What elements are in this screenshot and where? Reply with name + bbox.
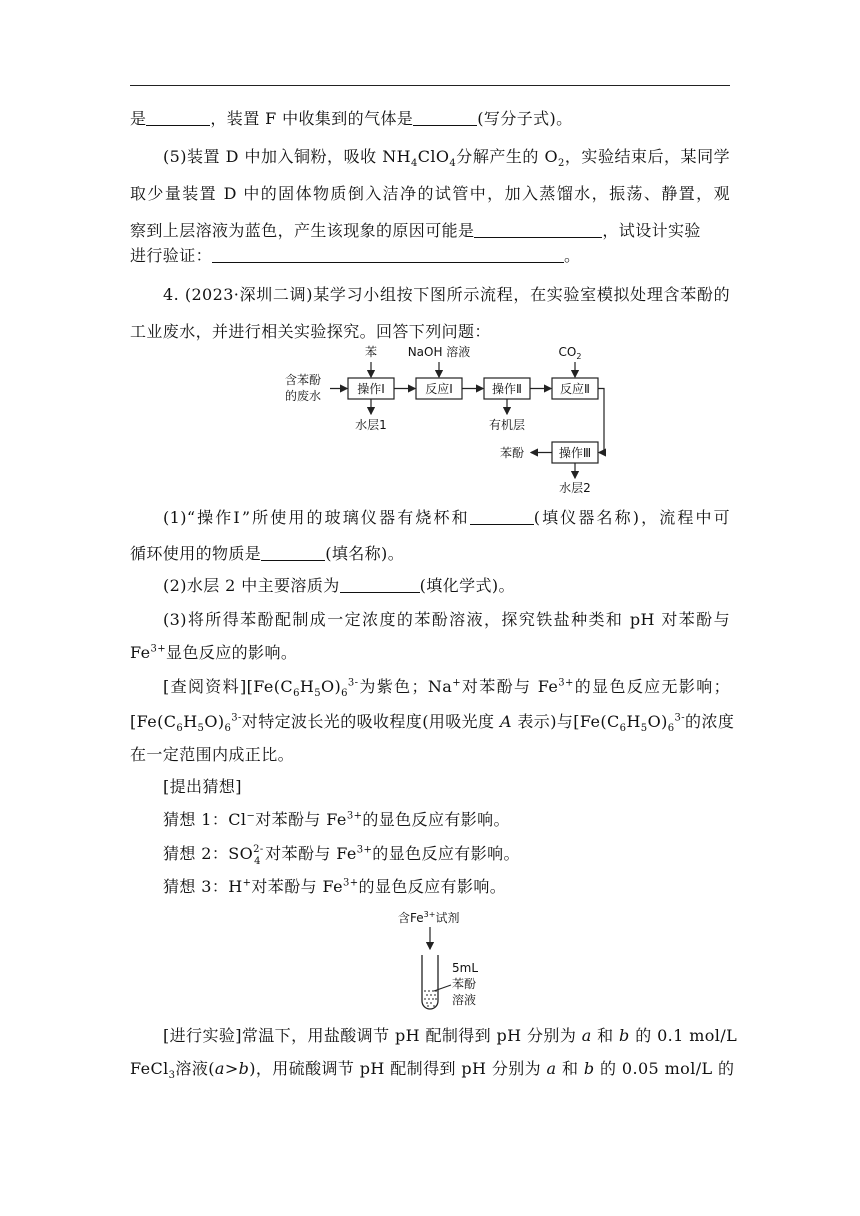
flow-output-water-layer-1: 水层1 xyxy=(355,418,387,432)
flow-input-label: 含苯酚 xyxy=(285,373,322,387)
q5-line-1: (5)装置 D 中加入铜粉，吸收 $NH_4ClO_4$分解产生的 $O_2$，实验结束后，某同学 xyxy=(163,147,730,170)
flow-reagent-benzene: 苯 xyxy=(364,345,378,359)
flow-box-operation-2-label: 操作Ⅱ xyxy=(492,382,522,396)
sub3-line-2: $Fe^{3+}$显色反应的影响。 xyxy=(130,643,298,662)
q5-line-2: 取少量装置 D 中的固体物质倒入洁净的试管中，加入蒸馏水，振荡、静置，观 xyxy=(130,184,730,203)
flow-reagent-naoh: NaOH 溶液 xyxy=(407,345,471,359)
answer-blank[interactable] xyxy=(470,509,534,525)
answer-blank[interactable] xyxy=(340,577,420,593)
hypothesis-1: 猜想 1：Cl−对苯酚与 $Fe^{3+}$的显色反应有影响。 xyxy=(163,810,510,829)
sub3-line-1: (3)将所得苯酚配制成一定浓度的苯酚溶液，探究铁盐种类和 pH 对苯酚与 xyxy=(163,610,730,629)
answer-blank[interactable] xyxy=(413,110,477,126)
experiment-line-2: FeCl$_3$溶液(a>b)，用硫酸调节 pH 配制得到 pH 分别为 a 和 b 的 0.05 mol/L 的 xyxy=(130,1059,735,1082)
info-line-3: 在一定范围内成正比。 xyxy=(130,745,295,764)
sub1-line-1: (1)“操作Ⅰ”所使用的玻璃仪器有烧杯和 (填仪器名称)，流程中可 xyxy=(163,508,730,527)
info-line-1: [查阅资料][$Fe(C_6H_5O)_6^{3-}$为紫色；Na+对苯酚与 $Fe^{3+}$的显色反应无影响； xyxy=(163,677,730,700)
hypothesis-2: 猜想 2：SO 2- 4 对苯酚与 $Fe^{3+}$的显色反应有影响。 xyxy=(163,844,520,867)
answer-blank[interactable] xyxy=(212,247,564,263)
q5-line-3: 察到上层溶液为蓝色，产生该现象的原因可能是 ，试设计实验 xyxy=(130,221,701,240)
q4-intro-line-2: 工业废水，并进行相关实验探究。回答下列问题： xyxy=(130,322,491,341)
test-tube-diagram xyxy=(395,905,515,1015)
flow-output-water-layer-2: 水层2 xyxy=(559,481,591,495)
header-rule xyxy=(130,85,730,86)
sub1-line-2: 循环使用的物质是 (填名称)。 xyxy=(130,544,405,563)
q3-tail-line: 是 ，装置 F 中收集到的气体是 (写分子式)。 xyxy=(130,109,573,128)
process-flow-diagram xyxy=(280,340,610,495)
tube-reagent-label: 含$Fe^{3+}$试剂 xyxy=(398,910,460,925)
answer-blank[interactable] xyxy=(146,110,210,126)
flow-box-operation-3-label: 操作Ⅲ xyxy=(558,446,592,460)
tube-solution-label: 苯酚 xyxy=(452,977,477,991)
flow-arrow xyxy=(598,389,604,453)
flow-reagent-co2: $CO_2$ xyxy=(558,345,582,361)
flow-box-reaction-2-label: 反应Ⅱ xyxy=(560,382,590,396)
hypothesis-title: [提出猜想] xyxy=(163,777,242,796)
test-tube xyxy=(422,955,438,1009)
tube-label-leader xyxy=(434,985,451,991)
hypothesis-3: 猜想 3：H+对苯酚与 $Fe^{3+}$的显色反应有影响。 xyxy=(163,877,507,896)
flow-input-label: 的废水 xyxy=(285,389,322,403)
tube-volume-label: 5mL xyxy=(452,961,479,975)
flow-output-phenol: 苯酚 xyxy=(499,446,524,460)
answer-blank[interactable] xyxy=(261,545,325,561)
tube-solution-label: 溶液 xyxy=(452,993,477,1007)
flow-box-reaction-1-label: 反应Ⅰ xyxy=(425,382,453,396)
q4-intro-line-1: 4. (2023·深圳二调)某学习小组按下图所示流程，在实验室模拟处理含苯酚的 xyxy=(163,285,730,304)
q5-line-4: 进行验证： 。 xyxy=(130,246,581,265)
experiment-line-1: [进行实验]常温下，用盐酸调节 pH 配制得到 pH 分别为 a 和 b 的 0.1 mol/L xyxy=(163,1026,738,1045)
flow-output-organic-layer: 有机层 xyxy=(488,418,526,432)
info-line-2: [$Fe(C_6H_5O)_6^{3-}$对特定波长光的吸收程度(用吸光度 A 表示)与[$Fe(C_6H_5O)_6^{3-}$的浓度 xyxy=(130,712,735,735)
flow-box-operation-1-label: 操作Ⅰ xyxy=(357,382,385,396)
sub2-line-1: (2)水层 2 中主要溶质为 (填化学式)。 xyxy=(163,576,515,595)
phenol-solution xyxy=(424,990,437,1007)
answer-blank[interactable] xyxy=(474,222,602,238)
